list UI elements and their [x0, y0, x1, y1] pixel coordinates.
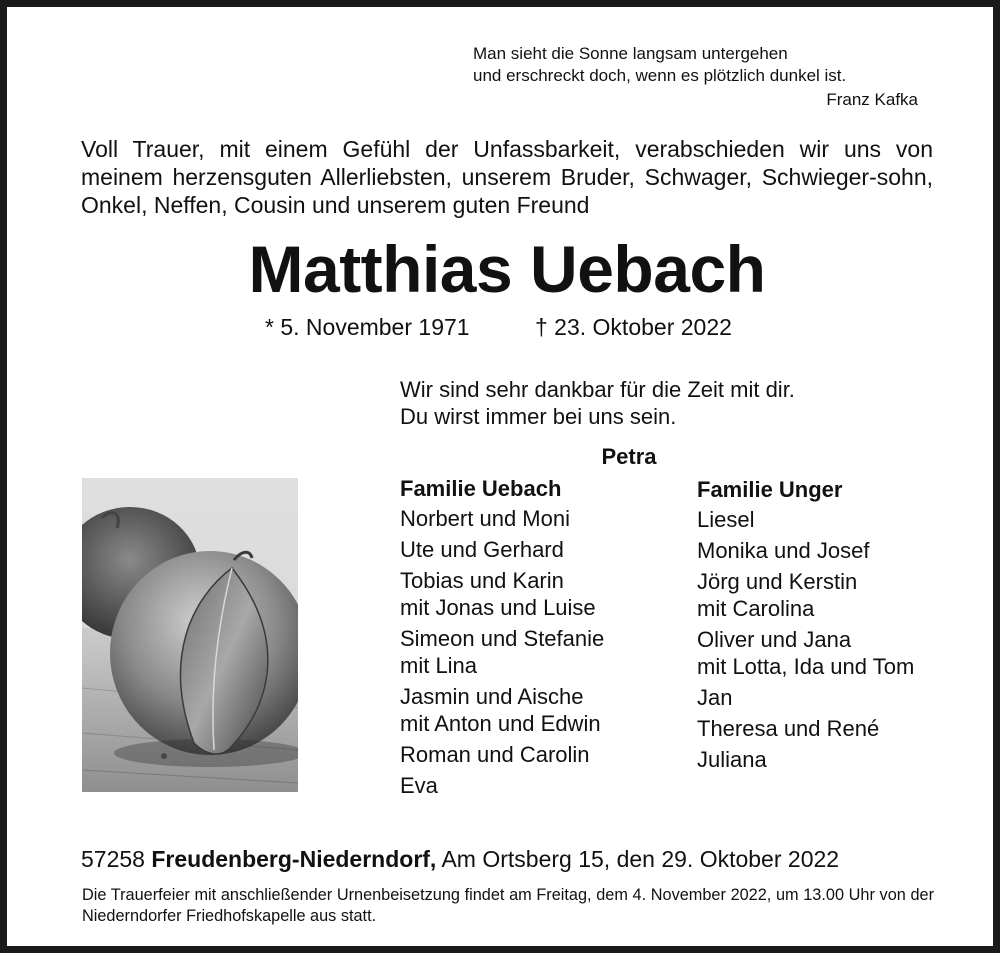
- funeral-notice: Die Trauerfeier mit anschließender Urnenbeisetzung findet am Freitag, dem 4. November 2022, um 13.00 Uhr von der Niederndorfer Friedhofskapelle aus statt.: [82, 886, 934, 925]
- apple-with-leaf-photo: [82, 478, 298, 792]
- family-entry: [697, 746, 957, 773]
- family-entry: [697, 684, 957, 711]
- quote-author: Franz Kafka: [826, 90, 918, 109]
- quote: [473, 43, 933, 87]
- family-entry: [400, 567, 670, 621]
- family-entry-line: Jasmin und Aische: [400, 684, 584, 709]
- family-entry-line: Ute und Gerhard: [400, 537, 564, 562]
- thanks-line-1: Wir sind sehr dankbar für die Zeit mit dir.: [400, 377, 795, 402]
- family-entry: [697, 715, 957, 742]
- family-entry-line: mit Jonas und Luise: [400, 595, 596, 620]
- address-line: [81, 845, 839, 873]
- family-entry-line: Roman und Carolin: [400, 742, 590, 767]
- family-entry-line: Juliana: [697, 747, 767, 772]
- thanks-line-2: Du wirst immer bei uns sein.: [400, 404, 677, 429]
- quote-line-2: und erschreckt doch, wenn es plötzlich dunkel ist.: [473, 66, 847, 85]
- family-entry-line: Jörg und Kerstin: [697, 569, 858, 594]
- family-entry: [697, 568, 957, 622]
- family-entry: [697, 626, 957, 680]
- quote-line-1: Man sieht die Sonne langsam untergehen: [473, 44, 788, 63]
- street-date: Am Ortsberg 15, den 29. Oktober 2022: [441, 846, 840, 872]
- family-uebach-title: Familie Uebach: [400, 476, 562, 501]
- family-unger-title: Familie Unger: [697, 477, 843, 502]
- intro-text: Voll Trauer, mit einem Gefühl der Unfassbarkeit, verabschieden wir uns von meinem herzensguten Allerliebsten, unserem Bruder, Schwager, Schwieger-sohn, Onkel, Neffen, Cousin und unserem guten Freund: [81, 136, 933, 218]
- family-entry-line: Oliver und Jana: [697, 627, 852, 652]
- family-entry-line: mit Lina: [400, 653, 478, 678]
- family-entry-line: Norbert und Moni: [400, 506, 570, 531]
- family-entry-line: Tobias und Karin: [400, 568, 564, 593]
- family-entry-line: Monika und Josef: [697, 538, 870, 563]
- death-date: † 23. Oktober 2022: [535, 314, 732, 340]
- family-entry: [400, 505, 670, 532]
- family-entry: [400, 625, 670, 679]
- family-entry: [400, 772, 670, 799]
- deceased-name: Matthias Uebach: [248, 232, 766, 306]
- place: Freudenberg-Niederndorf,: [151, 846, 437, 872]
- family-entry-line: Theresa und René: [697, 716, 880, 741]
- family-unger-list: [697, 476, 957, 777]
- family-entry: [697, 506, 957, 533]
- family-uebach-list: [400, 475, 670, 803]
- family-uebach-entries: [400, 505, 670, 799]
- birth-date: * 5. November 1971: [265, 314, 470, 340]
- partner-name: Petra: [601, 444, 657, 469]
- family-entry-line: mit Carolina: [697, 596, 815, 621]
- family-entry: [697, 537, 957, 564]
- family-entry: [400, 683, 670, 737]
- family-entry: [400, 536, 670, 563]
- family-entry-line: Jan: [697, 685, 733, 710]
- family-entry-line: Eva: [400, 773, 438, 798]
- thanks-text: [400, 376, 920, 430]
- family-unger-entries: [697, 506, 957, 773]
- family-entry: [400, 741, 670, 768]
- postcode: 57258: [81, 846, 145, 872]
- family-entry-line: mit Anton und Edwin: [400, 711, 601, 736]
- family-entry-line: Liesel: [697, 507, 755, 532]
- family-entry-line: Simeon und Stefanie: [400, 626, 605, 651]
- apple-photo-icon: [82, 478, 298, 792]
- family-entry-line: mit Lotta, Ida und Tom: [697, 654, 915, 679]
